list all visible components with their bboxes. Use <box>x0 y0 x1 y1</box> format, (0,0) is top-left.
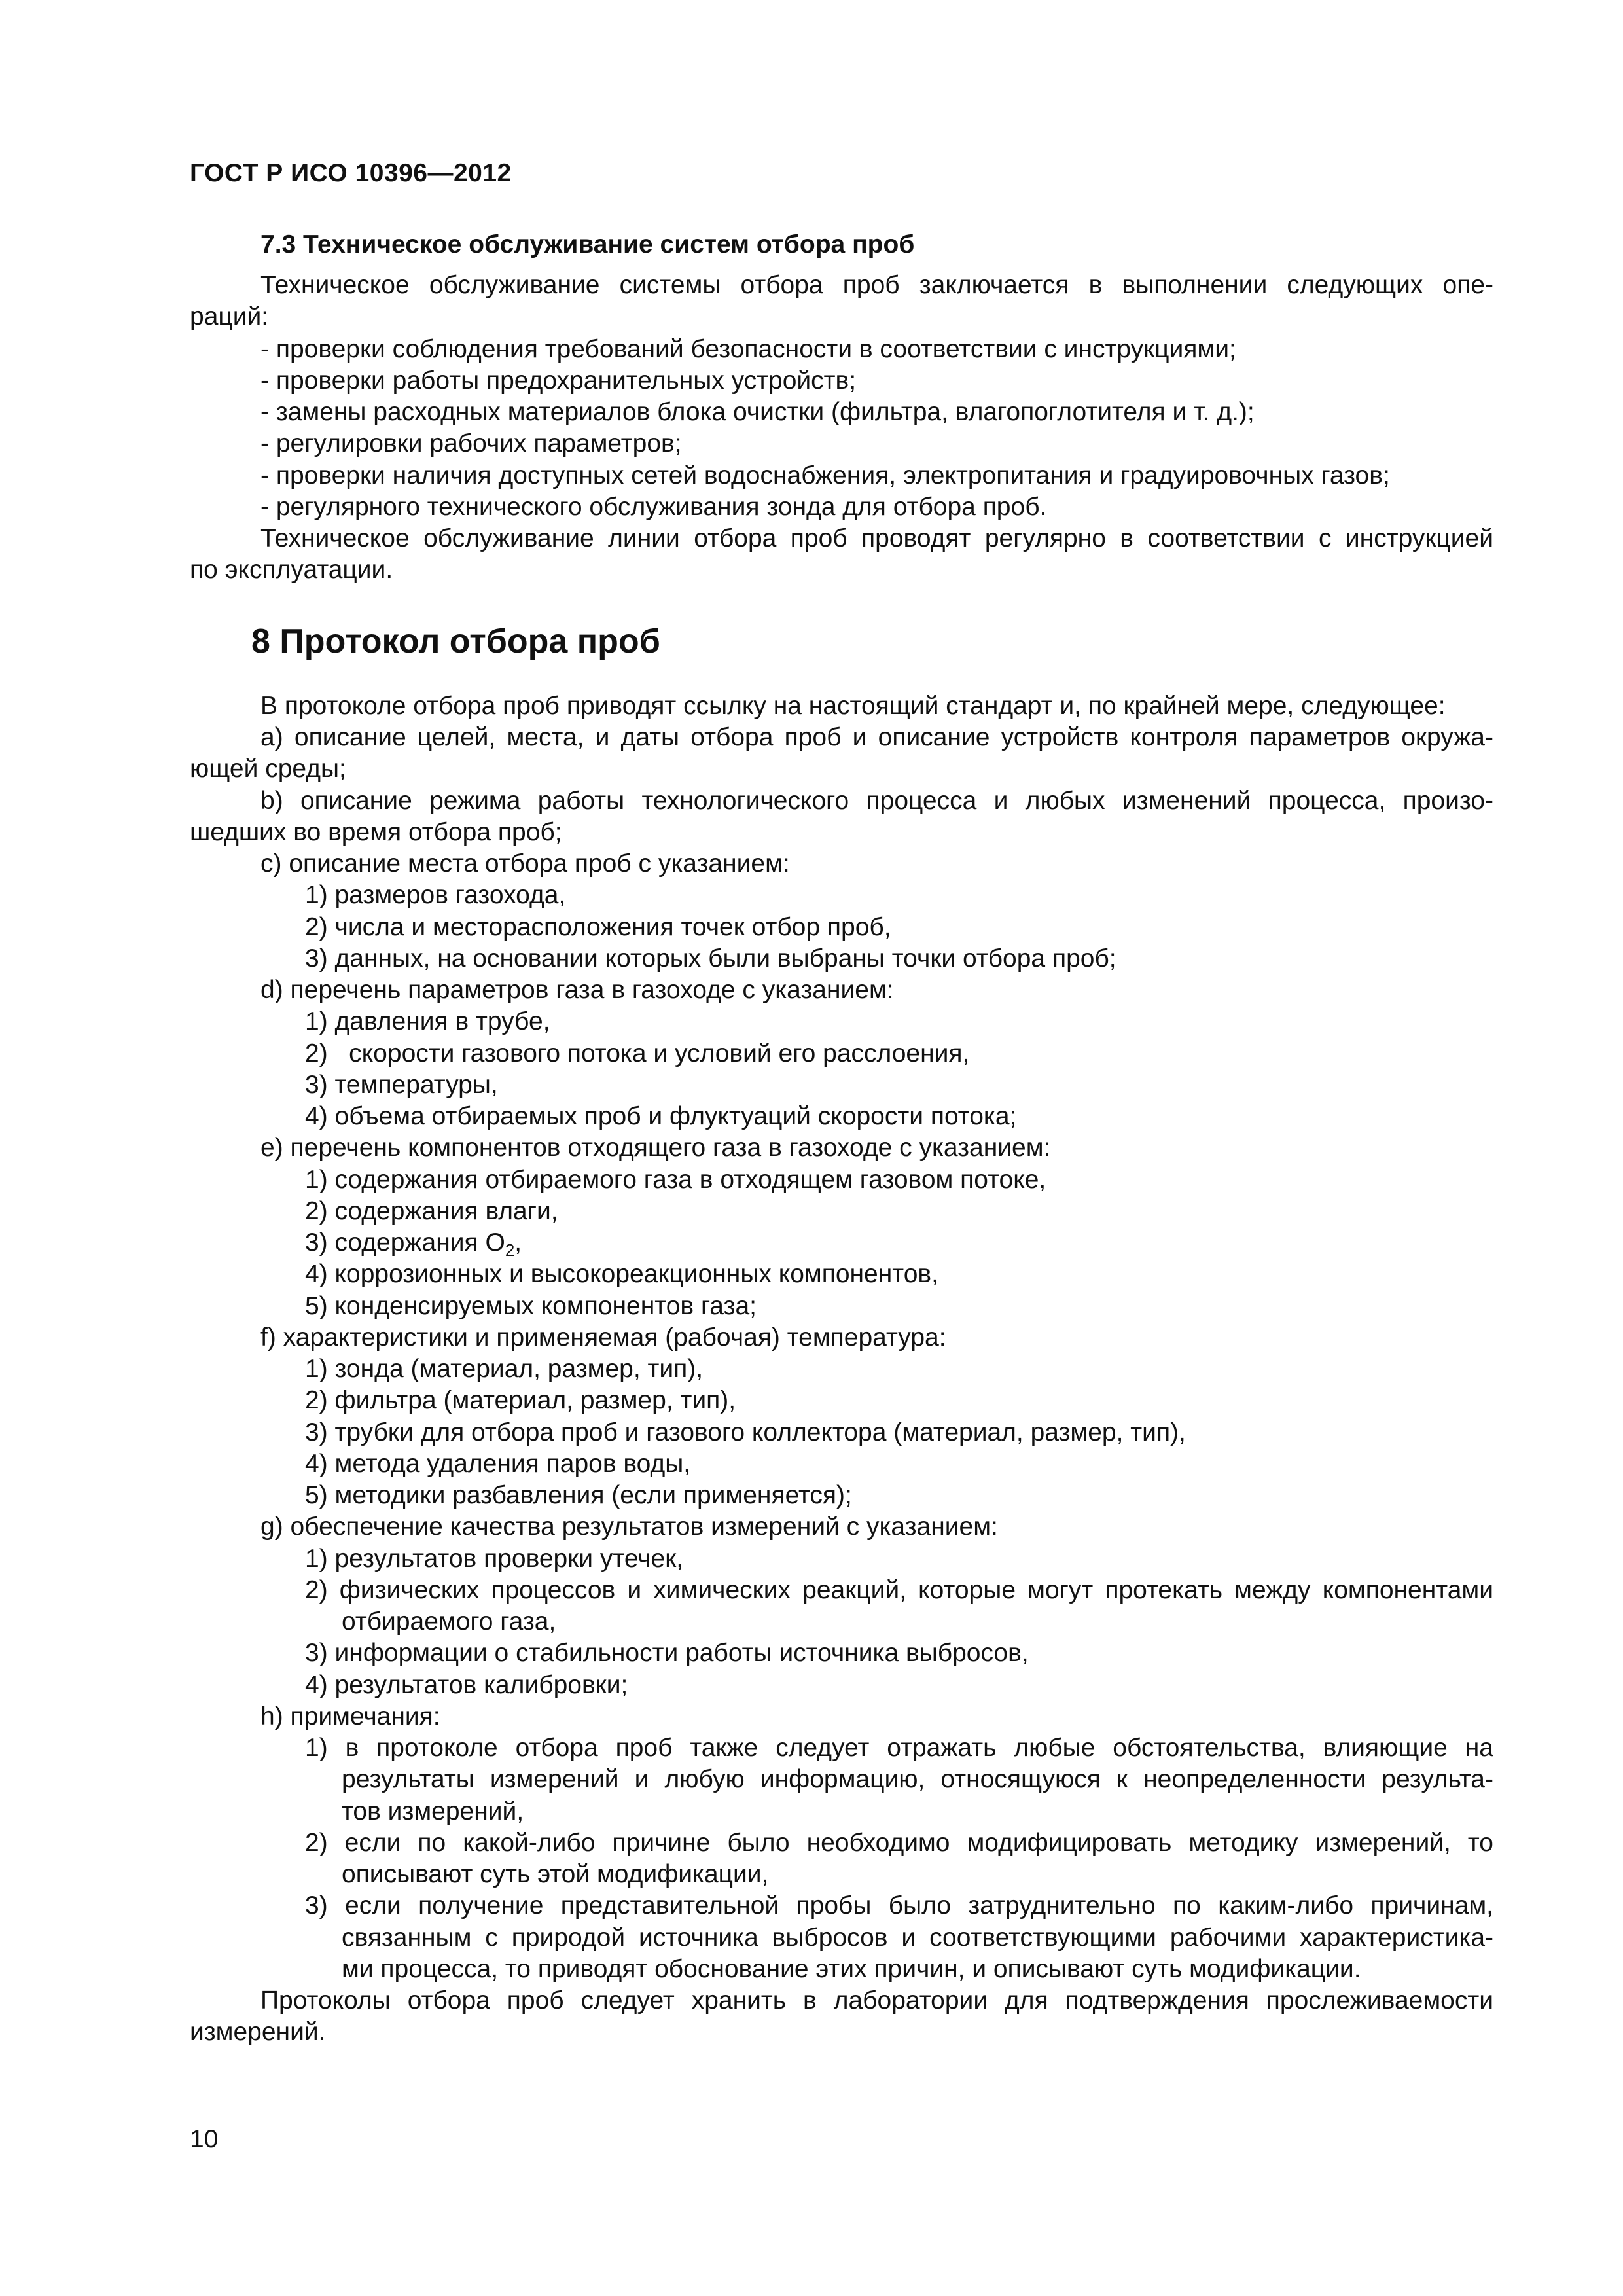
sub-list-item: 3) температуры, <box>305 1071 498 1099</box>
list-item: f) характеристики и применяемая (рабочая) температура: <box>260 1323 946 1352</box>
sub-list-item-continuation: связанным с природой источника выбросов и соответствующими рабочими характеристика- <box>342 1924 1493 1952</box>
sub-list-item-continuation: отбираемого газа, <box>342 1607 556 1636</box>
sub-list-item: 3) данных, на основании которых были выбраны точки отбора проб; <box>305 944 1116 973</box>
sub-list-item: 2) фильтра (материал, размер, тип), <box>305 1386 736 1414</box>
sub-list-item: 1) размеров газохода, <box>305 881 566 909</box>
o2-text: 3) содержания O <box>305 1229 505 1257</box>
paragraph-line: ющей среды; <box>190 755 346 783</box>
paragraph-line: Техническое обслуживание линии отбора проб проводят регулярно в соответствии с инструкцией <box>260 524 1493 552</box>
sub-list-item: 2) если по какой-либо причине было необходимо модифицировать методику измерений, то <box>305 1829 1493 1857</box>
paragraph-line: шедших во время отбора проб; <box>190 818 562 846</box>
list-item: - замены расходных материалов блока очистки (фильтра, влагопоглотителя и т. д.); <box>260 398 1255 426</box>
paragraph-line: раций: <box>190 302 269 331</box>
sub-list-item: 1) давления в трубе, <box>305 1007 550 1035</box>
sub-list-item: 4) результатов калибровки; <box>305 1671 628 1699</box>
sub-list-item: 1) содержания отбираемого газа в отходящем газовом потоке, <box>305 1166 1046 1194</box>
paragraph-line: по эксплуатации. <box>190 556 393 584</box>
section-8-title: 8 Протокол отбора проб <box>251 622 660 660</box>
o2-subscript: 2 <box>505 1240 515 1260</box>
list-item: - проверки соблюдения требований безопасности в соответствии с инструкциями; <box>260 335 1236 363</box>
list-item: - регулярного технического обслуживания зонда для отбора проб. <box>260 493 1047 521</box>
sub-list-item: 2) скорости газового потока и условий его расслоения, <box>305 1039 970 1067</box>
sub-list-item: 3) если получение представительной пробы было затруднительно по каким-либо причинам, <box>305 1892 1493 1920</box>
list-item: - проверки наличия доступных сетей водоснабжения, электропитания и градуировочных газов; <box>260 461 1390 490</box>
document-code: ГОСТ Р ИСО 10396—2012 <box>190 159 512 187</box>
paragraph-line: Протоколы отбора проб следует хранить в лаборатории для подтверждения прослеживаемости <box>260 1986 1493 2015</box>
list-item: h) примечания: <box>260 1702 440 1731</box>
sub-list-item: 4) метода удаления паров воды, <box>305 1450 691 1478</box>
sub-list-item: 3) информации о стабильности работы источника выбросов, <box>305 1639 1029 1667</box>
sub-list-item: 3) трубки для отбора проб и газового коллектора (материал, размер, тип), <box>305 1418 1186 1446</box>
sub-list-item: 5) конденсируемых компонентов газа; <box>305 1292 757 1320</box>
paragraph-line: Техническое обслуживание системы отбора проб заключается в выполнении следующих опе- <box>260 271 1493 299</box>
sub-list-item: 5) методики разбавления (если применяется); <box>305 1481 852 1509</box>
list-item: - регулировки рабочих параметров; <box>260 429 682 457</box>
o2-comma: , <box>514 1229 522 1257</box>
sub-list-item-continuation: результаты измерений и любую информацию, относящуюся к неопределенности результа- <box>342 1765 1493 1793</box>
sub-list-item: 2) содержания влаги, <box>305 1197 558 1225</box>
paragraph-line: a) описание целей, места, и даты отбора проб и описание устройств контроля параметров окружа- <box>260 723 1493 751</box>
sub-list-item: 4) коррозионных и высокореакционных компонентов, <box>305 1260 938 1288</box>
sub-list-item: 2) физических процессов и химических реакций, которые могут протекать между компонентами <box>305 1576 1493 1604</box>
list-item: - проверки работы предохранительных устройств; <box>260 367 857 395</box>
paragraph-line: В протоколе отбора проб приводят ссылку на настоящий стандарт и, по крайней мере, следующее: <box>260 692 1446 720</box>
list-item: g) обеспечение качества результатов измерений с указанием: <box>260 1513 998 1541</box>
sub-list-item: 1) зонда (материал, размер, тип), <box>305 1355 704 1383</box>
paragraph-line: измерений. <box>190 2018 326 2046</box>
sub-list-item: 4) объема отбираемых проб и флуктуаций скорости потока; <box>305 1102 1017 1130</box>
sub-list-item-continuation: описывают суть этой модификации, <box>342 1860 769 1888</box>
sub-list-item <box>305 1227 522 1259</box>
sub-list-item: 1) результатов проверки утечек, <box>305 1545 684 1573</box>
sub-list-item-continuation: тов измерений, <box>342 1797 524 1825</box>
section-7-3-title: 7.3 Техническое обслуживание систем отбора проб <box>260 230 915 259</box>
list-item: e) перечень компонентов отходящего газа в газоходе с указанием: <box>260 1134 1051 1162</box>
sub-list-item-continuation: ми процесса, то приводят обоснование этих причин, и описывают суть модификации. <box>342 1955 1361 1983</box>
sub-list-item: 2) числа и месторасположения точек отбор проб, <box>305 913 891 941</box>
list-item: d) перечень параметров газа в газоходе с указанием: <box>260 976 894 1004</box>
paragraph-line: b) описание режима работы технологического процесса и любых изменений процесса, произо- <box>260 787 1493 815</box>
list-item: c) описание места отбора проб с указанием: <box>260 850 790 878</box>
page-number: 10 <box>190 2125 219 2153</box>
sub-list-item: 1) в протоколе отбора проб также следует отражать любые обстоятельства, влияющие на <box>305 1734 1493 1762</box>
